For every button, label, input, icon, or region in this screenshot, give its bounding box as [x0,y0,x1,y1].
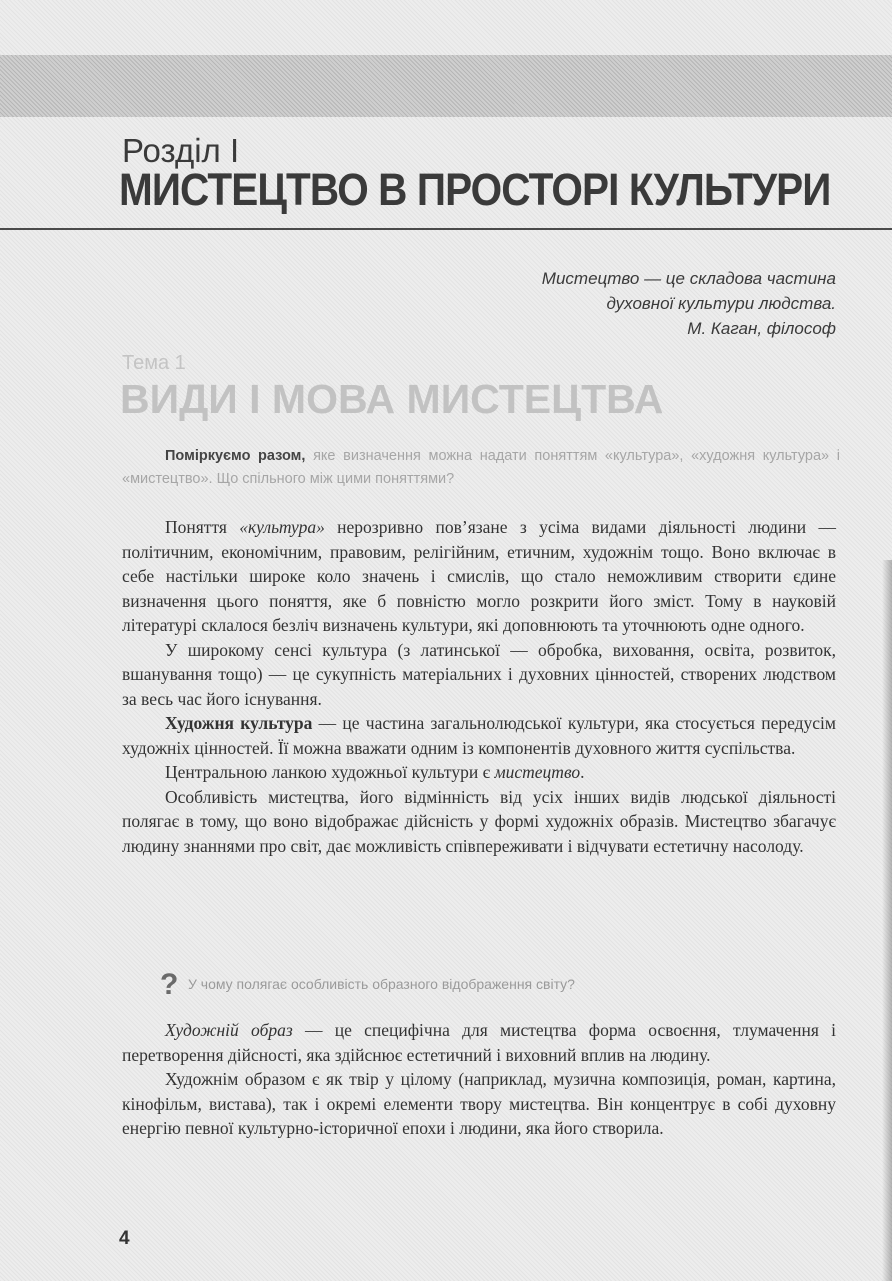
question-prompt [160,968,840,1002]
body-text-block [122,1018,836,1141]
paragraph [122,1018,836,1067]
paragraph [122,515,836,638]
discussion-text: яке визначення можна надати поняттям «культура», «художня культура» і «мистецтво». Що спільного між цими поняттями? [122,448,840,487]
text-run: нерозривно пов’язане з усіма видами діяльності людини — політичним, економічним, правовим, релігійним, етичним, художнім тощо. Воно включає в себе настільки широке коло значень і смислів, що стало неможливим створити єдине визначення цього поняття, яке б повністю могло розкрити його зміст. Тому в науковій літературі склалося безліч визначень культури, які доповнюють та уточнюють одне одного. [122,517,836,635]
text-run: . [580,762,585,782]
discussion-lead: Поміркуємо разом, [165,448,306,464]
term-art-image: Художній образ [165,1020,293,1040]
text-run: — це специфічна для мистецтва форма освоєння, тлумачення і перетворення дійсності, яка здійснює естетичний і виховний вплив на людину. [122,1020,836,1065]
question-mark-icon: ? [160,968,179,1001]
paragraph: Особливість мистецтва, його відмінність від усіх інших видів людської діяльності полягає в тому, що воно відображає дійсність у формі художніх образів. Мистецтво збагачує людину знаннями про світ, дає можливість співпереживати і відчувати естетичну насолоду. [122,786,836,856]
epigraph-line: духовної культури людства. [606,294,836,313]
term-culture: «культура» [239,517,325,537]
topic-title: ВИДИ І МОВА МИСТЕЦТВА [120,376,664,422]
chapter-title: МИСТЕЦТВО В ПРОСТОРІ КУЛЬТУРИ [119,164,831,215]
paragraph: У широкому сенсі культура (з латинської — обробка, виховання, освіта, розвиток, вшанування тощо) — це сукупність матеріальних і духовних цінностей, створених людством за весь час його існування. [122,639,836,709]
question-text: У чому полягає особливість образного відображення світу? [188,976,575,992]
discussion-prompt [122,445,840,491]
term-art: мистецтво [494,762,581,782]
paragraph [122,711,836,760]
page-edge-shadow [882,560,892,1281]
topic-label: Тема 1 [122,352,186,374]
paragraph [122,760,836,785]
text-run: Поняття [165,517,240,537]
section-label: Розділ І [122,132,240,169]
epigraph [542,266,836,341]
epigraph-line: Мистецтво — це складова частина [541,269,836,288]
page-number: 4 [119,1228,130,1249]
text-run: — це частина загальнолюдської культури, яка стосується передусім художніх цінностей. Її можна вважати одним із компонентів духовного життя суспільства. [122,713,836,758]
body-text-block [122,515,836,858]
term-art-culture: Художня культура [165,713,313,733]
epigraph-author: М. Каган, філософ [687,319,836,338]
paragraph: Художнім образом є як твір у цілому (наприклад, музична композиція, роман, картина, кінофільм, вистава), так і окремі елементи твору мистецтва. Він концентрує в собі духовну енергію певної культурно-історичної епохи і людини, яка його створила. [122,1069,836,1138]
title-divider [0,228,892,230]
text-run: Центральною ланкою художньої культури є [165,762,495,782]
header-band [0,55,892,117]
